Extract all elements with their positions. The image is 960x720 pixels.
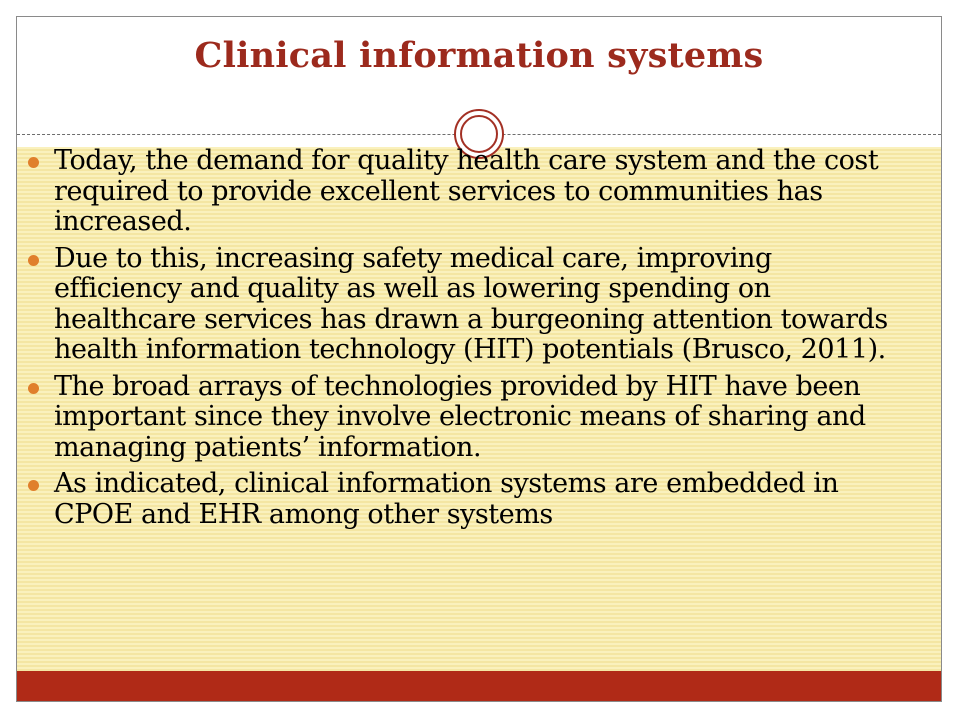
bullet-text: Due to this, increasing safety medical care, improving efficiency and quality as well as lowering spending on healthcare services has drawn a burgeoning attention towards health information technology (HIT) potentials (Brusco, 2011). (54, 242, 888, 365)
bullet-dot-icon (28, 383, 39, 394)
bullet-dot-icon (28, 255, 39, 266)
footer-bar (17, 671, 941, 702)
bullet-dot-icon (28, 157, 39, 168)
slide-title: Clinical information systems (194, 35, 764, 76)
bullet-dot-icon (28, 480, 39, 491)
bullet-text: The broad arrays of technologies provided by HIT have been important since they involve electronic means of sharing and managing patients’ information. (54, 370, 866, 463)
bullet-text: Today, the demand for quality health care system and the cost required to provide excellent services to communities has increased. (54, 145, 879, 237)
bullet-list (26, 146, 906, 536)
bullet-text: As indicated, clinical information systems are embedded in CPOE and EHR among other systems (54, 468, 839, 530)
bullet-item (26, 372, 906, 464)
bullet-item (26, 244, 906, 366)
bullet-item (26, 146, 906, 238)
bullet-item (26, 469, 906, 530)
